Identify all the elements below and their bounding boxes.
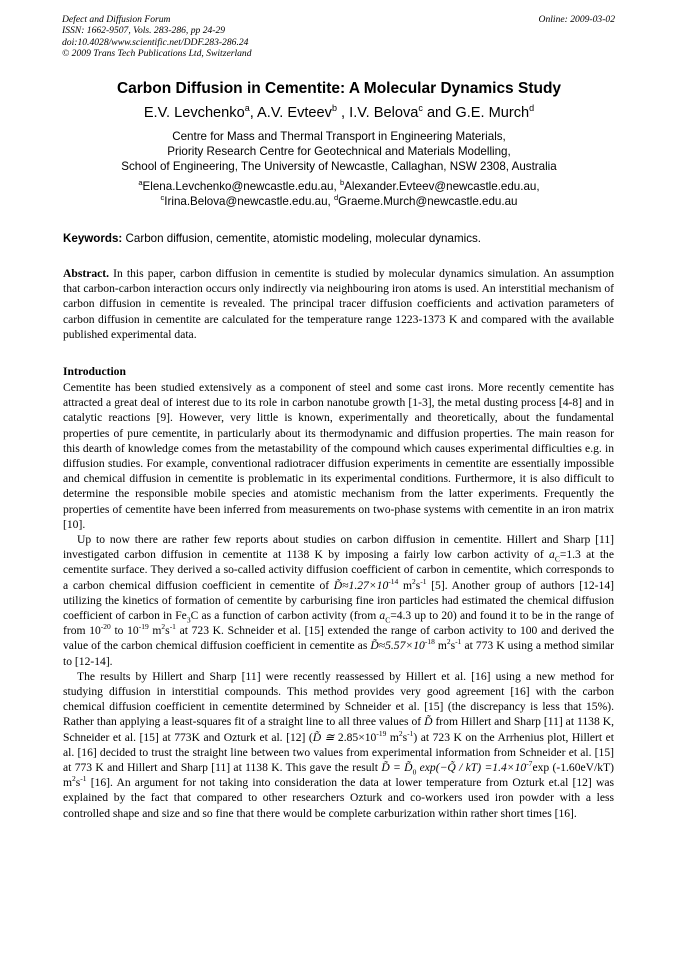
- author-name: E.V. Levchenko: [143, 105, 245, 121]
- online-date: Online: 2009-03-02: [538, 14, 615, 25]
- abstract-label: Abstract.: [63, 267, 110, 280]
- email-link[interactable]: Graeme.Murch@newcastle.edu.au: [338, 194, 518, 208]
- author-separator: ,: [249, 105, 258, 121]
- email-sup: b: [339, 178, 345, 188]
- intro-paragraph-1: Cementite has been studied extensively as a component of steel and some cast irons. More recently cementite has attracted a great deal of interest due to its role in carbon nanotube growth [1-3], the metal dusting process [4-8] and in catalytic reactions [9]. However, very little is known, experimentally and theoretically, about the fundamental properties of pure cementite, in particularly about its thermodynamic and diffusion properties. The main reason for this dearth of knowledge comes from the metastability of the compound which causes experimental difficulties e.g. in diffusion studies. For example, conventional radiotracer diffusion experiments in cementite are essentially impossible and chemical diffusion in cementite is problematic in its experimental conditions. Furthermore, it is also difficult to determine the responsible mobile species and atomistic mechanism from the latter experiments. Frequently the properties of cementite have been inferred from measurements on two-phase systems with cementite in an iron matrix [10].: [63, 381, 614, 531]
- keywords-text: Carbon diffusion, cementite, atomistic modeling, molecular dynamics.: [125, 232, 482, 245]
- journal-name: Defect and Diffusion Forum: [62, 14, 171, 25]
- author-sup: b: [331, 103, 337, 114]
- intro-paragraph-3: The results by Hillert and Sharp [11] were recently reassessed by Hillert et al. [16] using a new method for studying diffusion in interstitial compounds. This method provides very good agreement [16] with the carbon chemical diffusion coefficient in cementite determined by Schneider et al. [15] (the discrepancy is less that 15%). Rather than applying a least-squares fit of a straight line to all three values of D̃ from Hillert and Sharp [11] at 1138 K, Schneider et al. [15] at 773K and Ozturk et al. [12] (D̃ ≅ $2.85\times 10^{-19}$ $m^2s^{-1}$) at 723 K on the Arrhenius plot, Hillert et al. [16] decided to trust the straight line between two values from experimental information from Schneider et al. [15] at 773 K and Hillert and Sharp [11] at 1138 K. This gave the result D̃ = $D̃_0$ exp(−Q̃ / $kT) =1.4\times 10^{-7}\exp$ (-1.60eV/kT) $m^2s^{-1}$ [16]. An argument for not taking into consideration the data at lower temperature from Ozturk et.al [12] was explained by the fact that compared to other researchers Ozturk and co-workers used iron powder with a less controlled shape and size and so fine that there would be complete carburization within rather short times [16].: [63, 669, 614, 820]
- doi-line: doi:10.4028/www.scientific.net/DDF.283-286.24: [62, 36, 249, 48]
- affiliation-line: Priority Research Centre for Geotechnical and Materials Modelling,: [167, 144, 511, 158]
- author-sup: d: [529, 103, 535, 114]
- author-sup: c: [418, 103, 423, 114]
- author-name: A.V. Evteev: [257, 105, 332, 121]
- abstract-text: In this paper, carbon diffusion in cementite is studied by molecular dynamics simulation. An assumption that carbon-carbon interaction occurs only indirectly via neighbouring iron atoms is used. An interstitial mechanism of carbon diffusion in cementite is revealed. The principal tracer diffusion coefficients and activation parameters of carbon diffusion in cementite are calculated for the temperature range 1223-1373 K and compared with the available published experimental data.: [63, 267, 614, 341]
- section-heading-introduction: Introduction: [63, 365, 126, 378]
- author-sup: a: [244, 103, 250, 114]
- keywords-line: [63, 232, 481, 245]
- email-link[interactable]: Elena.Levchenko@newcastle.edu.au,: [142, 180, 337, 193]
- author-separator: ,: [336, 105, 350, 121]
- email-sup: c: [160, 192, 165, 202]
- email-link[interactable]: Alexander.Evteev@newcastle.edu.au,: [344, 180, 540, 193]
- copyright-line: © 2009 Trans Tech Publications Ltd, Switzerland: [62, 47, 252, 59]
- email-sup: a: [138, 178, 143, 188]
- affiliation-line: Centre for Mass and Thermal Transport in Engineering Materials,: [172, 130, 506, 143]
- introduction-body: [63, 380, 614, 821]
- email-block: [0, 180, 678, 210]
- author-separator: and: [422, 105, 456, 121]
- affiliation-block: [0, 130, 678, 174]
- affiliation-line: School of Engineering, The University of Newcastle, Callaghan, NSW 2308, Australia: [121, 159, 557, 173]
- paper-title: Carbon Diffusion in Cementite: A Molecular Dynamics Study: [116, 80, 562, 97]
- intro-paragraph-2: Up to now there are rather few reports about studies on carbon diffusion in cementite. Hillert and Sharp [11] investigated carbon diffusion in cementite at 1138 K by imposing a fairly low carbon activity of $a_C=1.3$ at the cementite surface. They derived a so-called activity diffusion coefficient of carbon in cementite, which corresponds to a carbon chemical diffusion coefficient in cementite of $D̃\approx 1.27\times 10^{-14}$ $m^2s^{-1}$ [5]. Another group of authors [12-14] utilizing the kinetics of formation of cementite by carburising fine iron particles had estimated the chemical diffusion coefficient of carbon in $Fe_3C$ as a function of carbon activity (from $a_C=4.3$ up to 20) and found it to be in the range of from $10^{-20}$ to $10^{-19}$ $m^2s^{-1}$ at 723 K. Schneider et al. [15] extended the range of carbon activity to 100 and derived the value of the carbon chemical diffusion coefficient in cementite as $D̃\approx 5.57\times 10^{-18}$ $m^2s^{-1}$ at 773 K using a method similar to [12-14].: [63, 533, 615, 668]
- email-link[interactable]: Irina.Belova@newcastle.edu.au,: [164, 194, 331, 208]
- issn-line: ISSN: 1662-9507, Vols. 283-286, pp 24-29: [62, 25, 226, 37]
- running-header: [62, 14, 252, 59]
- keywords-label: Keywords:: [63, 232, 123, 245]
- abstract-paragraph: [63, 266, 614, 342]
- author-name: G.E. Murch: [455, 105, 530, 121]
- author-name: I.V. Belova: [349, 105, 419, 121]
- email-sup: d: [333, 192, 339, 202]
- author-list: [0, 105, 678, 121]
